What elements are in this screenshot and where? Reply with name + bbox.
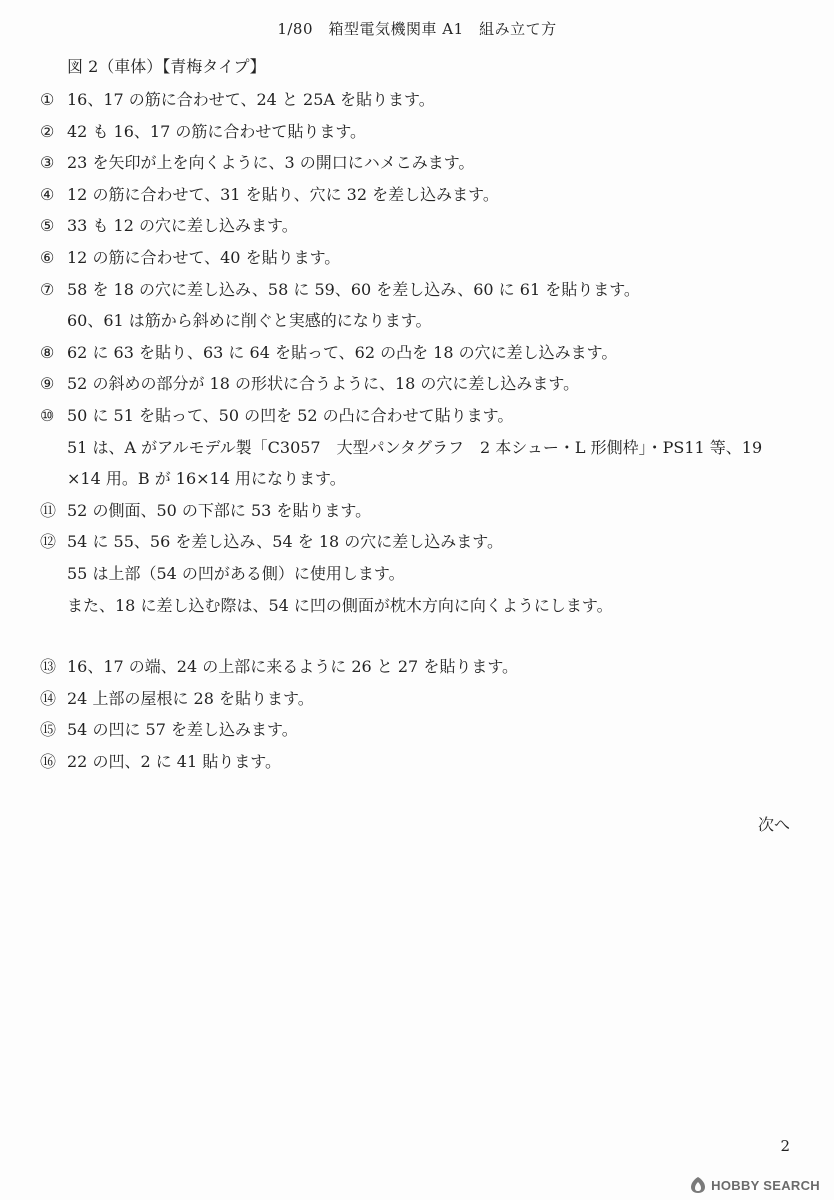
watermark-text: HOBBY SEARCH — [711, 1177, 820, 1193]
step-number: ⑦ — [40, 279, 55, 299]
step-text: 50 に 51 を貼って、50 の凹を 52 の凸に合わせて貼ります。 — [67, 405, 514, 425]
step-item — [40, 495, 810, 527]
step-text: また、18 に差し込む際は、54 に凹の側面が枕木方向に向くようにします。 — [67, 595, 613, 615]
step-text: 58 を 18 の穴に差し込み、58 に 59、60 を差し込み、60 に 61 を貼ります。 — [67, 279, 640, 299]
step-number: ⑭ — [40, 688, 57, 708]
step-item — [40, 683, 810, 715]
step-text: 60、61 は筋から斜めに削ぐと実感的になります。 — [67, 311, 432, 331]
step-number: ⑥ — [40, 247, 55, 267]
step-continuation — [40, 463, 810, 495]
step-item — [40, 210, 810, 242]
step-item — [40, 368, 810, 400]
step-item — [40, 242, 810, 274]
step-item — [40, 746, 810, 778]
step-text: 24 上部の屋根に 28 を貼ります。 — [67, 688, 314, 708]
step-text: 54 に 55、56 を差し込み、54 を 18 の穴に差し込みます。 — [67, 532, 503, 552]
step-number: ⑤ — [40, 216, 55, 236]
step-continuation — [40, 590, 810, 622]
hobbysearch-logo-icon — [689, 1176, 707, 1194]
step-text: 42 も 16、17 の筋に合わせて貼ります。 — [67, 121, 367, 141]
step-number: ① — [40, 90, 55, 109]
step-number: ⑧ — [40, 342, 55, 362]
instruction-steps — [40, 84, 810, 777]
step-text: 51 は、A がアルモデル製「C3057 大型パンタグラフ 2 本シュー・L 形側枠」・PS11 等、19 — [67, 437, 763, 457]
step-text: 52 の斜めの部分が 18 の形状に合うように、18 の穴に差し込みます。 — [67, 374, 580, 394]
section-title: 図 2（車体）【青梅タイプ】 — [67, 57, 266, 76]
step-text: 22 の凹、2 に 41 貼ります。 — [67, 751, 281, 771]
step-number: ⑯ — [40, 751, 57, 771]
step-text: 16、17 の端、24 の上部に来るように 26 と 27 を貼ります。 — [67, 657, 519, 677]
step-item — [40, 84, 810, 116]
step-number: ③ — [40, 153, 55, 173]
step-item — [40, 179, 810, 211]
step-number: ④ — [40, 184, 55, 204]
step-item — [40, 337, 810, 369]
step-text: 62 に 63 を貼り、63 に 64 を貼って、62 の凸を 18 の穴に差し込みます。 — [67, 342, 618, 362]
step-item — [40, 651, 810, 683]
step-text: 33 も 12 の穴に差し込みます。 — [67, 216, 298, 236]
step-number: ⑬ — [40, 657, 57, 677]
step-continuation — [40, 558, 810, 590]
step-item — [40, 400, 810, 432]
step-item — [40, 714, 810, 746]
step-text: 23 を矢印が上を向くように、3 の開口にハメこみます。 — [67, 153, 475, 173]
step-item — [40, 274, 810, 306]
step-text: 12 の筋に合わせて、40 を貼ります。 — [67, 247, 341, 267]
page-number: 2 — [780, 1137, 790, 1155]
step-text: 16、17 の筋に合わせて、24 と 25A を貼ります。 — [67, 90, 435, 109]
step-number: ⑩ — [40, 405, 55, 425]
step-number: ⑪ — [40, 500, 57, 520]
step-text: 12 の筋に合わせて、31 を貼り、穴に 32 を差し込みます。 — [67, 184, 499, 204]
step-item — [40, 116, 810, 148]
step-number: ⑨ — [40, 374, 55, 394]
step-item — [40, 147, 810, 179]
step-text: 55 は上部（54 の凹がある側）に使用します。 — [67, 563, 405, 583]
step-continuation — [40, 432, 810, 464]
watermark — [689, 1176, 820, 1194]
step-text: ×14 用。B が 16×14 用になります。 — [67, 469, 346, 489]
step-text: 54 の凹に 57 を差し込みます。 — [67, 720, 298, 740]
step-item — [40, 526, 810, 558]
step-continuation — [40, 305, 810, 337]
page-header: 1/80 箱型電気機関車 A1 組み立て方 — [277, 20, 557, 38]
step-number: ⑫ — [40, 532, 57, 552]
step-number: ② — [40, 121, 55, 141]
step-text: 52 の側面、50 の下部に 53 を貼ります。 — [67, 500, 372, 520]
next-page-label: 次へ — [757, 815, 790, 834]
step-number: ⑮ — [40, 720, 57, 740]
step-gap — [40, 621, 810, 651]
